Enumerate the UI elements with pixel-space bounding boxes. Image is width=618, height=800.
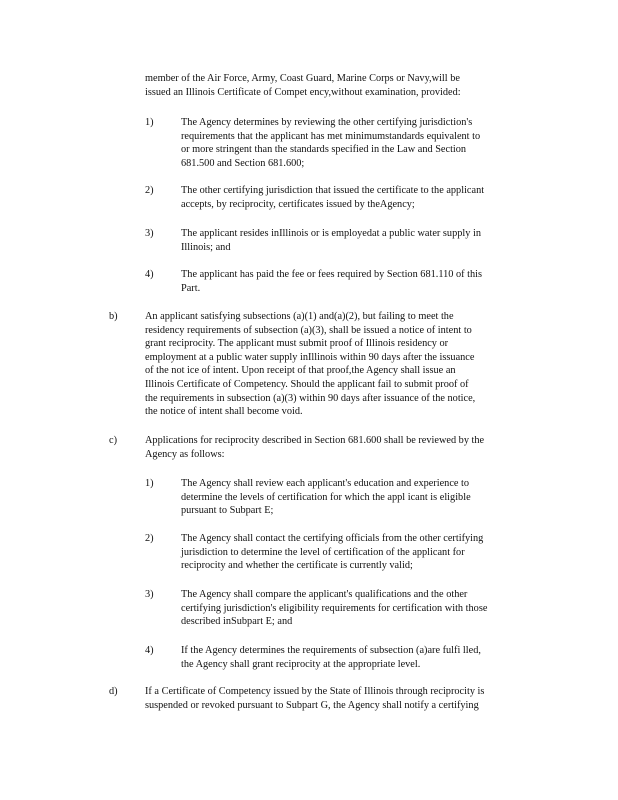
text-line: reciprocity and whether the certificate is currently valid; bbox=[181, 560, 413, 572]
section-label: c) bbox=[109, 435, 117, 446]
item-label: 3) bbox=[145, 589, 154, 600]
text-line: suspended or revoked pursuant to Subpart G, the Agency shall notify a certifying bbox=[145, 699, 479, 711]
section-label: d) bbox=[109, 686, 118, 697]
section-text bbox=[145, 685, 543, 712]
item-label: 4) bbox=[145, 269, 154, 280]
text-line: employment at a public water supply inIllinois within 90 days after the issuance bbox=[145, 351, 475, 363]
text-line: The Agency determines by reviewing the other certifying jurisdiction's bbox=[181, 117, 473, 128]
text-line: described inSubpart E; and bbox=[181, 616, 293, 628]
section-label: b) bbox=[109, 311, 118, 322]
text-line: pursuant to Subpart E; bbox=[181, 505, 274, 517]
section-text bbox=[145, 310, 529, 419]
item-text bbox=[181, 227, 533, 254]
text-line: the notice of intent shall become void. bbox=[145, 406, 303, 418]
text-line: accepts, by reciprocity, certificates issued by theAgency; bbox=[181, 198, 415, 210]
text-line: Illinois Certificate of Competency. Should the applicant fail to submit proof of bbox=[145, 378, 469, 390]
item-label: 2) bbox=[145, 185, 154, 196]
item-label: 4) bbox=[145, 645, 154, 656]
item-text bbox=[181, 644, 531, 671]
text-line: the requirements in subsection (a)(3) within 90 days after issuance of the notice, bbox=[145, 392, 476, 404]
text-line: The other certifying jurisdiction that issued the certificate to the applicant bbox=[181, 185, 485, 196]
text-line: The applicant has paid the fee or fees required by Section 681.110 of this bbox=[181, 269, 482, 280]
item-label: 1) bbox=[145, 117, 154, 128]
text-line: the Agency shall grant reciprocity at the appropriate level. bbox=[181, 658, 421, 670]
text-line: member of the Air Force, Army, Coast Guard, Marine Corps or Navy,will be bbox=[145, 73, 460, 84]
text-line: The Agency shall contact the certifying officials from the other certifying bbox=[181, 533, 484, 544]
text-line: residency requirements of subsection (a)(3), shall be issued a notice of intent to bbox=[145, 324, 472, 336]
text-line: Illinois; and bbox=[181, 241, 231, 253]
text-line: The Agency shall compare the applicant's qualifications and the other bbox=[181, 589, 468, 600]
text-line: 681.500 and Section 681.600; bbox=[181, 157, 305, 169]
intro-text bbox=[145, 72, 517, 99]
item-label: 1) bbox=[145, 478, 154, 489]
text-line: of the not ice of intent. Upon receipt of that proof,the Agency shall issue an bbox=[145, 365, 456, 377]
text-line: or more stringent than the standards specified in the Law and Section bbox=[181, 144, 467, 156]
text-line: Part. bbox=[181, 282, 201, 294]
text-line: grant reciprocity. The applicant must submit proof of Illinois residency or bbox=[145, 338, 449, 350]
text-line: If the Agency determines the requirements of subsection (a)are fulfi lled, bbox=[181, 645, 481, 656]
text-line: issued an Illinois Certificate of Compet ency,without examination, provided: bbox=[145, 86, 461, 98]
text-line: If a Certificate of Competency issued by the State of Illinois through reciprocity is bbox=[145, 686, 485, 697]
item-text bbox=[181, 532, 529, 573]
text-line: determine the levels of certification for which the appl icant is eligible bbox=[181, 491, 471, 503]
item-text bbox=[181, 116, 533, 170]
text-line: Applications for reciprocity described in Section 681.600 shall be reviewed by the bbox=[145, 435, 485, 446]
text-line: certifying jurisdiction's eligibility requirements for certification with those bbox=[181, 602, 488, 614]
section-text bbox=[145, 434, 542, 461]
item-text bbox=[181, 184, 533, 211]
text-line: jurisdiction to determine the level of certification of the applicant for bbox=[181, 546, 465, 558]
item-text bbox=[181, 477, 521, 518]
item-label: 3) bbox=[145, 228, 154, 239]
item-label: 2) bbox=[145, 533, 154, 544]
item-text bbox=[181, 588, 538, 629]
text-line: The Agency shall review each applicant's education and experience to bbox=[181, 478, 470, 489]
item-text bbox=[181, 268, 533, 295]
text-line: requirements that the applicant has met minimumstandards equivalent to bbox=[181, 130, 481, 142]
text-line: Agency as follows: bbox=[145, 448, 225, 460]
text-line: The applicant resides inIllinois or is employedat a public water supply in bbox=[181, 228, 481, 239]
text-line: An applicant satisfying subsections (a)(1) and(a)(2), but failing to meet the bbox=[145, 311, 454, 322]
